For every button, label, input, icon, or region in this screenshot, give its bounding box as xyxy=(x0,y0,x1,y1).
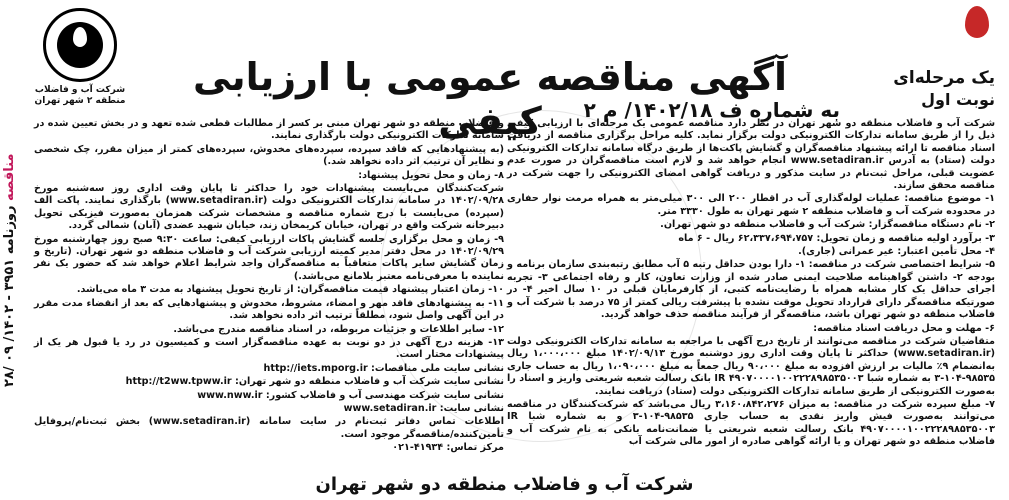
right-paragraph: شرکت آب و فاضلاب منطقه دو شهر تهران در نظر دارد مناقصه عمومی یک مرحله‌ای با ارزیابی کیفی ذیل را از طریق سامانه تدارکات الکترونیکی دولت برگزار نماید. کلیه مراحل برگزاری مناقصه از دریافت اسناد مناقصه تا ارائه پیشنهاد مناقصه‌گران و گشایش پاکت‌ها از طریق درگاه سامانه تدارکات الکترونیکی دولت (ستاد) به آدرس www.setadiran.ir انجام خواهد شد و لازم است مناقصه‌گران در صورت عدم عضویت قبلی، مراحل ثبت‌نام در سایت مذکور و دریافت گواهی امضای الکترونیکی را جهت شرکت در مناقصه محقق سازند. xyxy=(507,118,995,192)
left-paragraph: ۱۲- سایر اطلاعات و جزئیات مربوطه، در اسناد مناقصه مندرج می‌باشد. xyxy=(173,323,504,335)
logo-caption xyxy=(30,85,130,108)
right-paragraph: ۱- موضوع مناقصه: عملیات لوله‌گذاری آب در اقطار ۲۰۰ الی ۳۰۰ میلی‌متر به همراه مرمت نوار حفاری در محدوده شرکت آب و فاضلاب منطقه ۲ شهر تهران به طول ۳۳۳۰ متر. xyxy=(507,193,996,217)
left-paragraph: نشانی سایت شرکت آب و فاضلاب منطقه دو شهر تهران: http://t2ww.tpww.ir xyxy=(125,376,504,388)
page-title: آگهی مناقصه عمومی با ارزیابی کیفی xyxy=(192,55,788,143)
left-paragraph: ۱۰- زمان اعتبار پیشنهاد قیمت مناقصه‌گران: از تاریخ تحویل پیشنهاد به مدت ۳ ماه می‌باشد. xyxy=(76,284,504,296)
water-drop-logo-icon xyxy=(43,8,117,82)
footer-company-name: شرکت آب و فاضلاب منطقه دو شهر تهران xyxy=(315,474,694,495)
stage-box xyxy=(825,68,995,109)
left-paragraph: و فاضلاب منطقه دو شهر تهران مبنی بر کسر از مطالبات قطعی شده تعهد و در بخش تعیین شده در سامانه تدارکات الکترونیکی دولت بارگذاری نمایند. xyxy=(34,118,504,142)
right-paragraph: متقاضیان شرکت در مناقصه می‌توانند از تاریخ درج آگهی با مراجعه به سامانه تدارکات الکترونیکی دولت (www.setadiran.ir) حداکثر تا پایان وقت اداری روز دوشنبه مورخ ۱۴۰۲/۰۹/۱۳ مبلغ ۱،۰۰۰،۰۰۰ ریال به‌انضمام ۹٪ مالیات بر ارزش افزوده به مبلغ ۹۰،۰۰۰ ریال جمعاً به مبلغ ۱،۰۹۰،۰۰۰ ریال به حساب جاری ۹۸۵۳۵-۱۰۴-۳ به شماره شبا IR ۴۹۰۷۰۰۰۰۱۰۰۲۲۲۸۹۸۵۳۵۰۰۳ بانک رسالت شعبه شریعتی واریز و اسناد را به‌صورت الکترونیکی از طریق سامانه تدارکات الکترونیکی دولت (ستاد) دریافت نمایند. xyxy=(507,335,996,397)
stage-round: نوبت اول xyxy=(921,90,995,109)
logo-caption-line1: شرکت آب و فاضلاب xyxy=(34,85,126,95)
left-paragraph: ۱۳- هزینه درج آگهی در دو نوبت به عهده مناقصه‌گزار است و کمیسیون در رد یا قبول هر یک از پیشنهادات مختار است. xyxy=(34,336,504,361)
left-paragraph: ۱۱- به پیشنهادهای فاقد مهر و امضاء، مشروط، مخدوش و پیشنهادهایی که بعد از انقضاء مدت مقرر در این آگهی واصل شود، مطلقاً ترتیب اثر داده نخواهد شد. xyxy=(34,297,504,322)
left-paragraph: نشانی سایت: www.setadiran.ir xyxy=(343,402,504,414)
side-code-number: ۲۸/ ۰۹ /۱۴۰۲ - ۳۹۵۱ xyxy=(2,258,17,387)
side-code-pink: مناقصه xyxy=(2,153,17,201)
stage-type: یک مرحله‌ای xyxy=(893,68,995,88)
tender-number: به شماره ف ۱۴۰۲/۱۸/ م ۲ xyxy=(583,98,840,122)
left-paragraph: ۹- زمان و محل برگزاری جلسه گشایش پاکات ارزیابی کیفی: ساعت ۹:۳۰ صبح روز چهارشنبه مورخ ۱۴۰۲/۰۹/۲۹ در محل دفتر مدیر کمیته ارزیابی شرکت آب و فاضلاب منطقه دو شهر تهران. (تاریخ و زمان گشایش سایر پاکات متعاقباً به مناقصه‌گران واجد شرایط اعلام خواهد شد که حضور یک نفر نماینده با معرفی‌نامه معتبر بلامانع می‌باشد.) xyxy=(34,233,504,282)
right-paragraph: ۳- برآورد اولیه مناقصه و زمان تحویل: ۶۲،۳۳۷،۶۹۴،۷۵۷ ریال - ۶ ماه xyxy=(678,232,995,244)
right-paragraph: ۴- محل تأمین اعتبار: غیر عمرانی (جاری). xyxy=(798,246,995,258)
left-paragraph: ۸- زمان و محل تحویل پیشنهاد: xyxy=(358,169,504,181)
right-paragraph: ۶- مهلت و محل دریافت اسناد مناقصه: xyxy=(813,322,995,334)
right-paragraph: ۵- شرایط اختصاصی شرکت در مناقصه: ۱- دارا بودن حداقل رتبه ۵ آب مطابق رتبه‌بندی سازمان برنامه و بودجه ۲- داشتن گواهینامه صلاحیت ایمنی صادر شده از وزارت تعاون، کار و رفاه اجتماعی ۳- تجربه اجرای حداقل یک کار مشابه همراه با رضایت‌نامه کتبی، از کارفرمایان قبلی در ۱۰ سال اخیر ۴- در صورتیکه مناقصه‌گر دارای قرارداد تحویل موقت نشده با پیشرفت ریالی کمتر از ۷۵ درصد با شرکت آب و فاضلاب منطقه دو شهر تهران باشد، مناقصه‌گر از فرآیند مناقصه حذف خواهد گردید. xyxy=(507,259,996,321)
side-code-strip xyxy=(2,120,24,420)
side-code-rest: روزنامه xyxy=(2,205,17,254)
red-drop-icon xyxy=(965,6,989,38)
left-paragraph: نشانی سایت ملی مناقصات: http://iets.mporg.ir xyxy=(263,362,504,374)
left-column xyxy=(34,118,504,456)
logo-caption-line2: منطقه ۲ شهر تهران xyxy=(34,96,126,107)
left-paragraph: مرکز تماس: ۴۱۹۳۴-۰۲۱ xyxy=(392,442,504,454)
left-paragraph: شرکت‌کنندگان می‌بایست پیشنهادات خود را حداکثر تا پایان وقت اداری روز سه‌شنبه مورخ ۱۴۰۲/۰۹/۲۸ در سامانه تدارکات الکترونیکی دولت (www.setadiran.ir) بارگذاری نمایند. پاکت الف (سپرده) می‌بایست با درج شماره مناقصه و مشخصات شرکت همزمان به‌صورت فیزیکی تحویل دبیرخانه شرکت واقع در تهران، خیابان کریمخان زند، خیابان شهید عضدی (آبان) شمالی گردد. xyxy=(34,183,504,232)
right-paragraph: ۷- مبلغ سپرده شرکت در مناقصه: به میزان ۳،۱۶۰،۸۴۲،۲۷۶ ریال می‌باشد که شرکت‌کنندگان در مناقصه می‌توانند به‌صورت فیش واریز نقدی به حساب جاری ۹۸۵۳۵-۱۰۴-۳ و به شماره شبا IR ۴۹۰۷۰۰۰۰۱۰۰۲۲۲۸۹۸۵۳۵۰۰۳ بانک رسالت شعبه شریعتی یا ضمانت‌نامه بانکی به نام شرکت آب و فاضلاب منطقه دو شهر تهران و یا ارائه گواهی صادره از امور مالی شرکت آب xyxy=(507,398,995,448)
right-paragraph: ۲- نام دستگاه مناقصه‌گزار: شرکت آب و فاضلاب منطقه دو شهر تهران. xyxy=(660,219,995,231)
left-paragraph: (به پیشنهادهایی که فاقد سپرده، سپرده‌های مخدوش، سپرده‌های کمتر از میزان مقرر، چک شخصی و نظایر آن ترتیب اثر داده نخواهد شد.) xyxy=(34,143,504,168)
left-paragraph: اطلاعات تماس دفاتر ثبت‌نام در سایت سامانه (www.setadiran.ir) بخش ثبت‌نام/پروفایل تأمین‌کننده/مناقصه‌گر موجود است. xyxy=(34,416,505,440)
right-column xyxy=(507,118,995,450)
left-paragraph: نشانی سایت شرکت مهندسی آب و فاضلاب کشور: www.nww.ir xyxy=(197,389,504,401)
company-logo xyxy=(30,8,130,118)
